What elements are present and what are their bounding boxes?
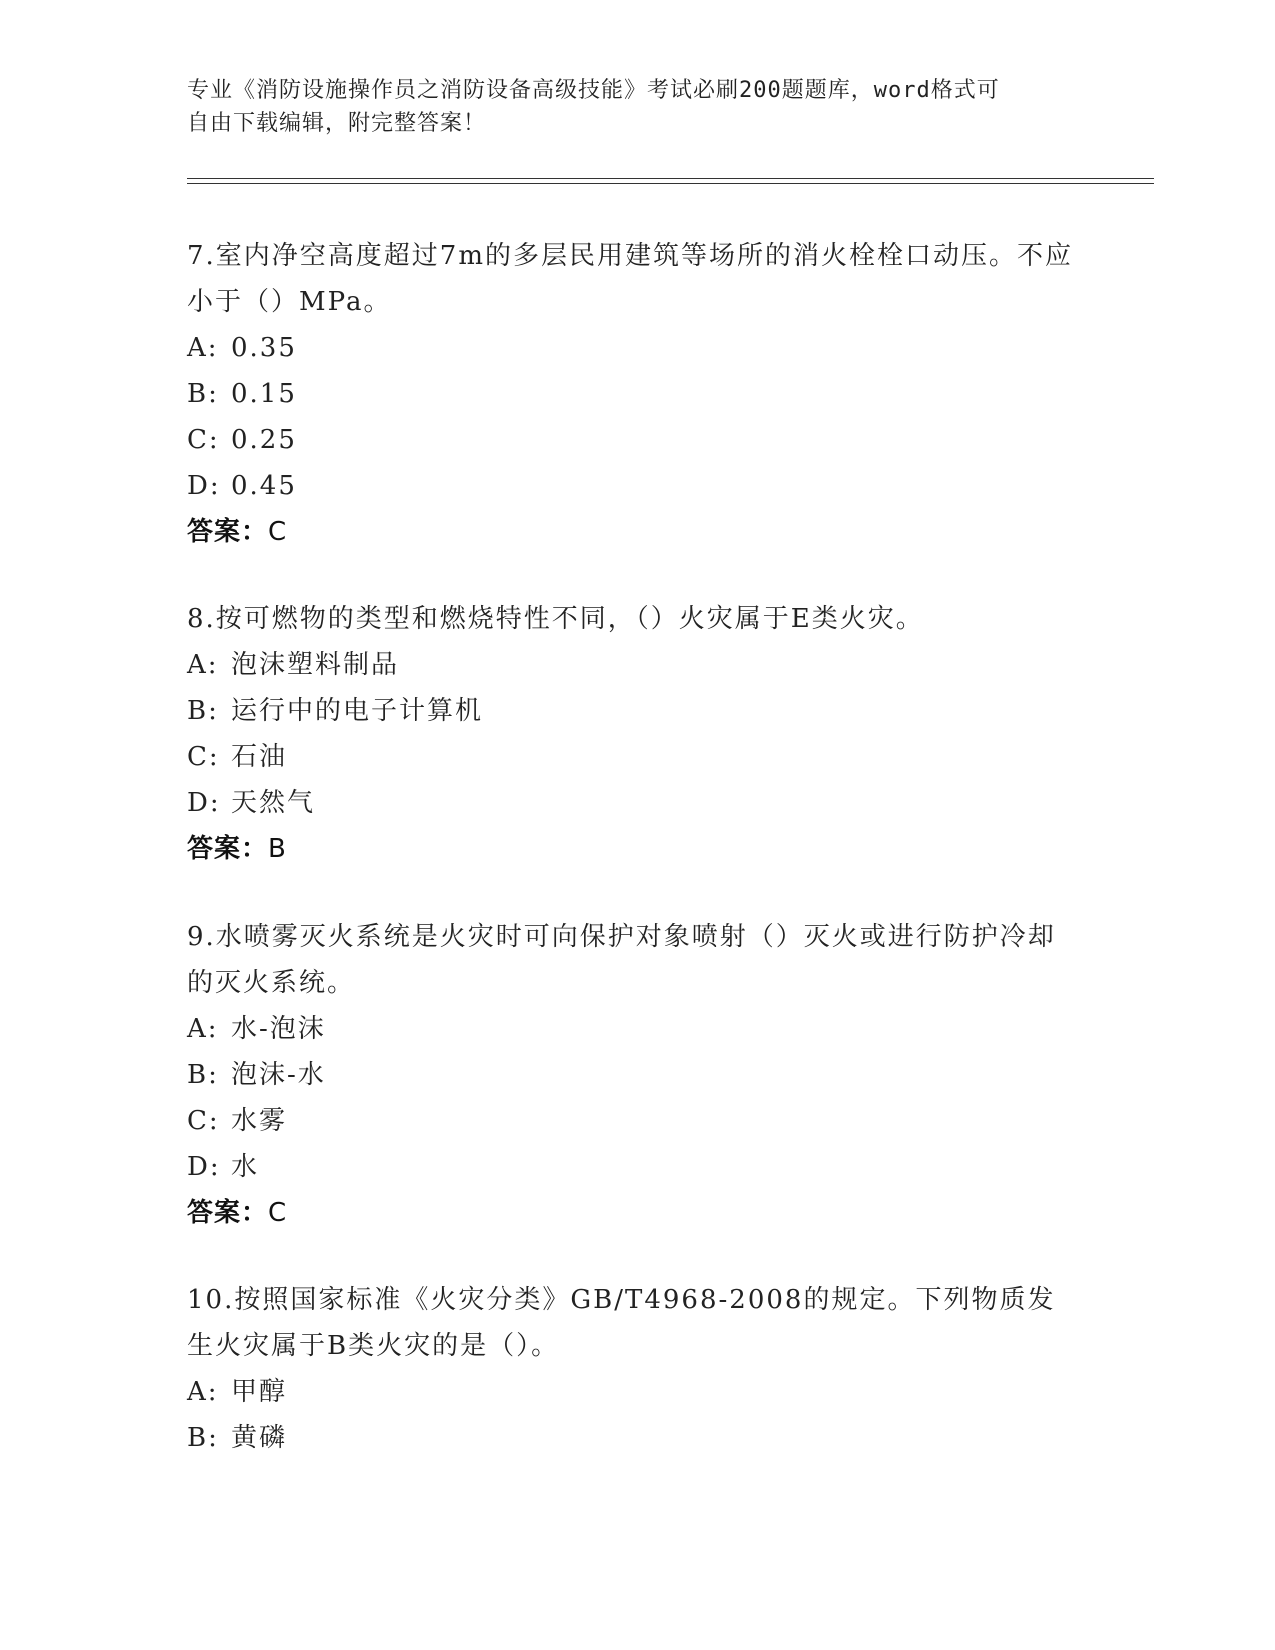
option-a bbox=[187, 1006, 1077, 1052]
option-key: D: bbox=[187, 471, 221, 501]
option-text: 运行中的电子计算机 bbox=[231, 696, 484, 726]
question-stem: 10.按照国家标准《火灾分类》GB/T4968-2008的规定。下列物质发生火灾属于B类火灾的是（）。 bbox=[187, 1285, 1056, 1361]
option-c bbox=[187, 734, 1077, 780]
option-a bbox=[187, 1369, 1077, 1415]
option-key: C: bbox=[187, 1106, 220, 1136]
answer-label: 答案： bbox=[187, 1198, 269, 1228]
question-stem: 7.室内净空高度超过7m的多层民用建筑等场所的消火栓栓口动压。不应小于（）MPa。 bbox=[187, 241, 1074, 317]
option-text: 0.45 bbox=[231, 471, 297, 501]
option-b bbox=[187, 688, 1077, 734]
option-text: 石油 bbox=[231, 742, 288, 772]
option-c bbox=[187, 417, 1077, 463]
header-line-2: 自由下载编辑，附完整答案！ bbox=[187, 111, 487, 136]
option-key: A: bbox=[187, 333, 219, 363]
option-key: A: bbox=[187, 650, 219, 680]
option-text: 甲醇 bbox=[231, 1377, 288, 1407]
answer-line bbox=[187, 1190, 1077, 1236]
option-text: 水雾 bbox=[231, 1106, 288, 1136]
option-key: A: bbox=[187, 1014, 219, 1044]
question-9 bbox=[187, 914, 1077, 1236]
option-key: A: bbox=[187, 1377, 219, 1407]
option-key: D: bbox=[187, 788, 221, 818]
option-key: D: bbox=[187, 1152, 221, 1182]
option-text: 泡沫-水 bbox=[231, 1060, 326, 1090]
option-key: C: bbox=[187, 742, 220, 772]
option-key: C: bbox=[187, 425, 220, 455]
header-line-1: 专业《消防设施操作员之消防设备高级技能》考试必刷200题题库，word格式可 bbox=[187, 78, 1000, 103]
answer-line bbox=[187, 826, 1077, 872]
option-b bbox=[187, 371, 1077, 417]
document-header bbox=[187, 74, 1067, 140]
question-7 bbox=[187, 233, 1077, 555]
option-c bbox=[187, 1098, 1077, 1144]
option-b bbox=[187, 1052, 1077, 1098]
option-a bbox=[187, 642, 1077, 688]
answer-line bbox=[187, 509, 1077, 555]
option-text: 天然气 bbox=[231, 788, 316, 818]
option-d bbox=[187, 780, 1077, 826]
option-text: 黄磷 bbox=[231, 1423, 288, 1453]
question-stem: 9.水喷雾灭火系统是火灾时可向保护对象喷射（）灭火或进行防护冷却的灭火系统。 bbox=[187, 922, 1056, 998]
answer-label: 答案： bbox=[187, 517, 269, 547]
question-8 bbox=[187, 596, 1077, 872]
option-text: 0.25 bbox=[231, 425, 297, 455]
answer-value: B bbox=[268, 834, 287, 864]
question-stem: 8.按可燃物的类型和燃烧特性不同，（）火灾属于E类火灾。 bbox=[187, 604, 924, 634]
header-divider-bottom bbox=[187, 183, 1154, 184]
option-key: B: bbox=[187, 1060, 219, 1090]
option-text: 水-泡沫 bbox=[231, 1014, 326, 1044]
option-key: B: bbox=[187, 696, 219, 726]
option-key: B: bbox=[187, 1423, 219, 1453]
option-b bbox=[187, 1415, 1077, 1461]
option-text: 水 bbox=[231, 1152, 260, 1182]
answer-label: 答案： bbox=[187, 834, 269, 864]
answer-value: C bbox=[268, 1198, 288, 1228]
option-d bbox=[187, 1144, 1077, 1190]
option-d bbox=[187, 463, 1077, 509]
header-divider-top bbox=[187, 178, 1154, 179]
option-key: B: bbox=[187, 379, 219, 409]
option-text: 0.15 bbox=[231, 379, 297, 409]
option-text: 泡沫塑料制品 bbox=[231, 650, 400, 680]
option-text: 0.35 bbox=[231, 333, 297, 363]
option-a bbox=[187, 325, 1077, 371]
answer-value: C bbox=[268, 517, 288, 547]
question-10 bbox=[187, 1277, 1077, 1461]
